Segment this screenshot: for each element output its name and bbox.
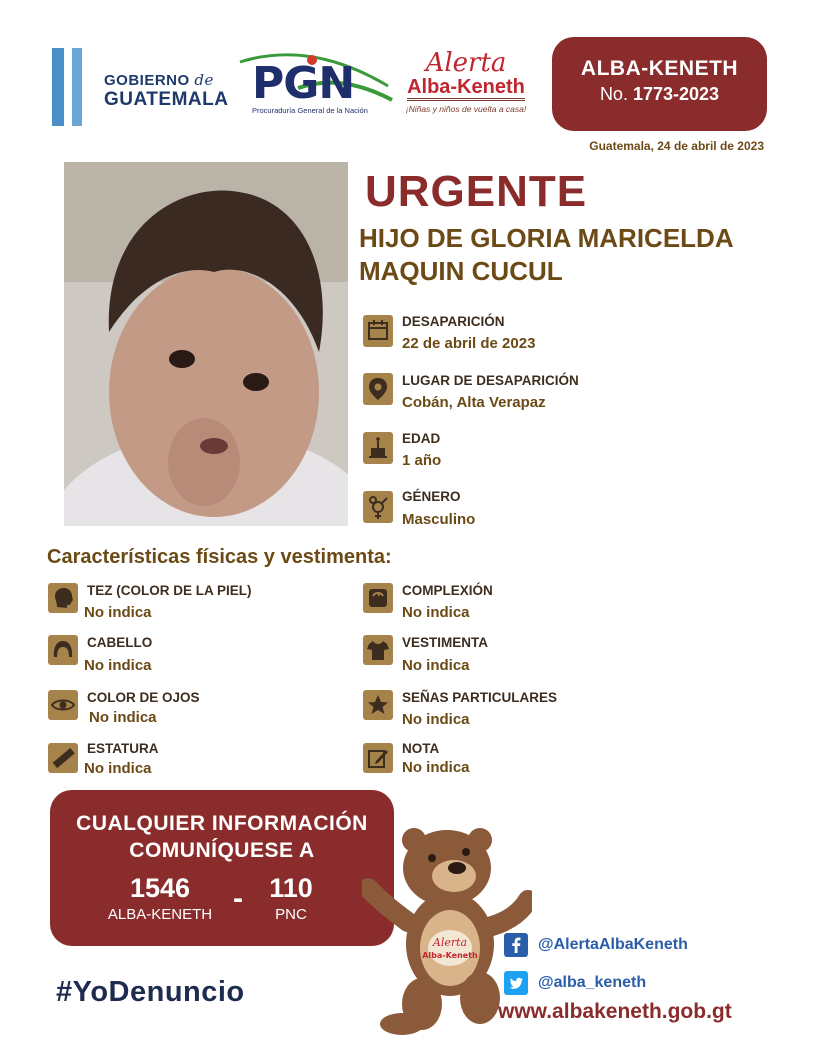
facebook-icon[interactable] — [504, 933, 528, 957]
gobierno-logo-bars — [52, 48, 96, 126]
characteristics-title: Características físicas y vestimenta: — [47, 546, 392, 568]
birthday-cake-icon — [363, 432, 393, 464]
child-photo-illustration — [64, 162, 348, 526]
estatura-label: ESTATURA — [87, 741, 159, 756]
tez-value: No indica — [84, 604, 152, 621]
ruler-icon — [48, 743, 78, 773]
nota-label: NOTA — [402, 741, 440, 756]
note-edit-icon — [363, 743, 393, 773]
contact-line1: CUALQUIER INFORMACIÓN — [76, 812, 368, 835]
genero-value: Masculino — [402, 511, 476, 528]
alba-keneth-phone-number[interactable]: 1546 — [129, 873, 191, 903]
complexion-label: COMPLEXIÓN — [402, 583, 493, 598]
twitter-icon[interactable] — [504, 971, 528, 995]
lugar-value: Cobán, Alta Verapaz — [402, 394, 546, 411]
location-pin-icon — [363, 373, 393, 405]
desaparicion-value: 22 de abril de 2023 — [402, 335, 536, 352]
pgn-subtitle: Procuraduría General de la Nación — [252, 106, 368, 115]
lugar-label: LUGAR DE DESAPARICIÓN — [402, 373, 579, 388]
estatura-value: No indica — [84, 760, 152, 777]
alerta-alba-keneth-logo — [396, 50, 536, 116]
gobierno-logo-text — [104, 71, 228, 109]
phone-separator: - — [233, 882, 243, 915]
head-profile-icon — [48, 583, 78, 613]
svg-text:Alerta: Alerta — [432, 936, 468, 949]
urgent-title: URGENTE — [365, 167, 588, 216]
gobierno-line1: GOBIERNO — [104, 72, 190, 89]
vestimenta-label: VESTIMENTA — [402, 635, 489, 650]
star-icon — [363, 690, 393, 720]
name-line1: HIJO DE GLORIA MARICELDA — [359, 223, 734, 253]
pgn-letters: PGN — [252, 58, 355, 109]
alerta-logo-line2: Alba-Keneth — [407, 76, 525, 101]
contact-info-box — [50, 790, 394, 946]
contact-line2: COMUNÍQUESE A — [129, 839, 315, 862]
gobierno-line2: GUATEMALA — [104, 89, 229, 110]
facebook-handle[interactable]: @AlertaAlbaKeneth — [538, 936, 688, 953]
nota-value: No indica — [402, 759, 470, 776]
tez-label: TEZ (COLOR DE LA PIEL) — [87, 583, 252, 598]
pnc-phone-number[interactable]: 110 — [269, 873, 313, 903]
ojos-label: COLOR DE OJOS — [87, 690, 200, 705]
alerta-logo-tagline: ¡Niñas y niños de vuelta a casa! — [405, 104, 527, 114]
pgn-logo — [238, 48, 394, 122]
missing-person-name — [359, 222, 809, 288]
pnc-phone-label: PNC — [275, 906, 307, 923]
gender-icon — [363, 491, 393, 523]
name-line2: MAQUIN CUCUL — [359, 256, 563, 286]
eye-icon — [48, 690, 78, 720]
ojos-value: No indica — [89, 709, 157, 726]
case-number-prefix: No. — [599, 84, 628, 104]
hair-icon — [48, 635, 78, 665]
calendar-icon — [363, 315, 393, 347]
issue-date: Guatemala, 24 de abril de 2023 — [589, 139, 764, 153]
edad-label: EDAD — [402, 431, 441, 446]
svg-text:Alba-Keneth: Alba-Keneth — [422, 951, 478, 960]
scale-icon — [363, 583, 393, 613]
alba-keneth-phone-label: ALBA-KENETH — [107, 906, 213, 923]
website-link[interactable]: www.albakeneth.gob.gt — [498, 1000, 732, 1023]
vestimenta-value: No indica — [402, 657, 470, 674]
genero-label: GÉNERO — [402, 489, 461, 504]
cabello-value: No indica — [84, 657, 152, 674]
complexion-value: No indica — [402, 604, 470, 621]
desaparicion-label: DESAPARICIÓN — [402, 314, 505, 329]
case-number-box — [552, 37, 767, 131]
tshirt-icon — [363, 635, 393, 665]
cabello-label: CABELLO — [87, 635, 153, 650]
child-photo — [64, 162, 348, 526]
alerta-logo-line1: Alerta — [425, 48, 507, 78]
senas-label: SEÑAS PARTICULARES — [402, 690, 558, 705]
senas-value: No indica — [402, 711, 470, 728]
edad-value: 1 año — [402, 452, 442, 469]
case-title: ALBA-KENETH — [580, 57, 739, 80]
gobierno-de: de — [194, 71, 214, 89]
hashtag: #YoDenuncio — [56, 976, 245, 1008]
case-number: 1773-2023 — [632, 84, 720, 104]
twitter-handle[interactable]: @alba_keneth — [538, 974, 647, 991]
